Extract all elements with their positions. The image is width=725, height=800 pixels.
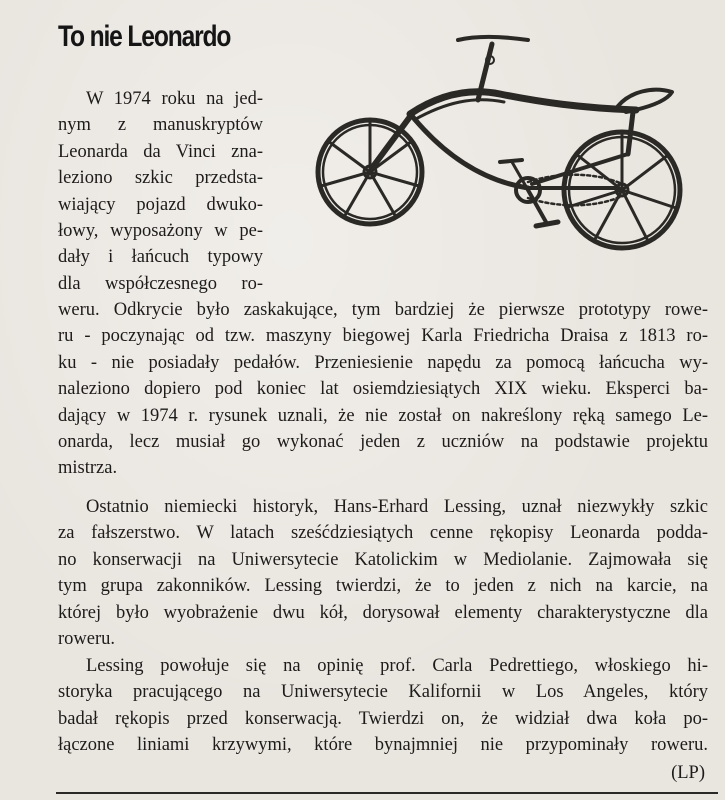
author-signature: (LP) [671,763,705,783]
text-line: dający w 1974 r. rysunek uznali, że nie został on nakreślony ręką samego Le- [58,405,708,426]
text-line: dla współczesnego ro- [58,273,263,294]
text-line: ku - nie posiadały pedałów. Przeniesienie napędu za pomocą łańcucha wy- [58,352,708,373]
text-line: naleziono dopiero pod koniec lat osiemdziesiątych XIX wieku. Eksperci ba- [58,379,708,400]
text-line: dały i łańcuch typowy [58,247,263,268]
article-title: To nie Leonardo [58,20,231,53]
text-line: której było wyobrażenie dwu kół, dorysował elementy charakterystyczne dla [58,602,708,623]
text-line: onarda, lecz musiał go wykonać jeden z uczniów na podstawie projektu [58,432,708,453]
text-line: za fałszerstwo. W latach sześćdziesiątych cenne rękopisy Leonarda podda- [58,523,708,544]
text-line: Lessing powołuje się na opinię prof. Carla Pedrettiego, włoskiego hi- [86,656,708,676]
text-line: no konserwacji na Uniwersytecie Katolickim w Mediolanie. Zajmowała się [58,549,708,570]
text-line: mistrza. [58,458,118,479]
text-line: roweru. [58,629,116,650]
text-line: łowy, wyposażony w pe- [58,221,263,242]
text-line: łączone liniami krzywymi, które bynajmniej nie przypominały roweru. [58,735,708,756]
text-line: badał rękopis przed konserwacją. Twierdzi on, że widział dwa koła po- [58,708,708,729]
text-line: weru. Odkrycie było zaskakujące, tym bardziej że pierwsze prototypy rowe- [58,300,708,320]
text-line: ru - poczynając od tzw. maszyny biegowej Karla Friedricha Draisa z 1813 ro- [58,326,708,347]
text-line: nym z manuskryptów [58,115,263,136]
paragraph-2 [58,494,708,652]
bottom-rule [56,792,718,794]
bicycle-sketch-icon [300,22,705,272]
text-line: storyka pracującego na Uniwersytecie Kalifornii w Los Angeles, który [58,682,708,703]
intro-paragraph [58,86,263,297]
paragraph-1-continued [58,297,708,482]
text-line: W 1974 roku na jed- [86,89,263,109]
text-line: tym grupa zakonników. Lessing twierdzi, że to jeden z nich na karcie, na [58,576,708,597]
text-line: Leonarda da Vinci zna- [58,141,263,162]
text-line: leziono szkic przedsta- [58,168,263,189]
text-line: wiający pojazd dwuko- [58,194,263,215]
text-line: Ostatnio niemiecki historyk, Hans-Erhard Lessing, uznał niezwykły szkic [86,497,708,517]
paragraph-3 [58,653,708,759]
